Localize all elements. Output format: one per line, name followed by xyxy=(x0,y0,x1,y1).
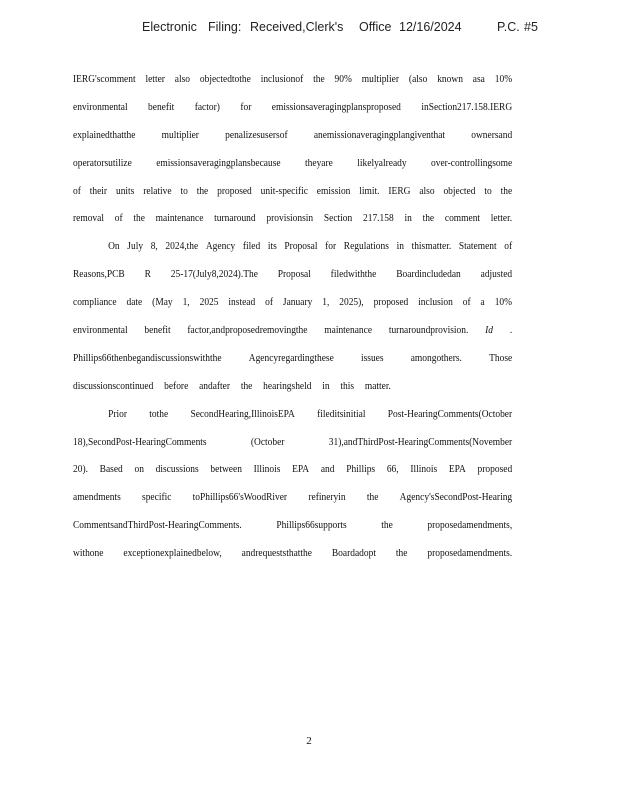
word: between xyxy=(210,464,242,476)
word: proposed xyxy=(373,297,409,309)
word: toPhillips66'sWoodRiver xyxy=(192,492,288,504)
word: 18),SecondPost-HearingComments xyxy=(73,436,207,448)
word: in xyxy=(404,213,412,225)
document-body xyxy=(73,73,512,575)
word: relative xyxy=(143,185,172,197)
word: inSection217.158.IERG xyxy=(421,101,513,113)
word: exceptionexplainedbelow, xyxy=(123,548,222,560)
text-line xyxy=(73,436,512,464)
header-received: Received,Clerk's xyxy=(250,20,344,34)
text-line xyxy=(73,268,512,296)
word: in xyxy=(322,380,330,392)
text-line xyxy=(73,101,512,129)
filing-header xyxy=(0,20,618,38)
word: EPA xyxy=(448,464,466,476)
word: the xyxy=(240,380,253,392)
word: refineryin xyxy=(308,492,346,504)
word: provisionsin xyxy=(266,213,314,225)
word: benefit xyxy=(144,325,171,337)
word: asa xyxy=(472,74,485,85)
word: 2024,the xyxy=(165,241,199,253)
word: Post-HearingComments(October xyxy=(387,408,513,420)
text-line xyxy=(73,380,512,408)
word: discussionscontinued xyxy=(73,380,154,392)
word: theyare xyxy=(305,157,333,169)
word: tothe xyxy=(149,408,169,420)
word: multiplier xyxy=(361,74,400,85)
word: of xyxy=(504,241,513,253)
word: 2025), xyxy=(339,297,364,309)
word: penalizesusersof xyxy=(225,129,288,141)
word: inclusionof xyxy=(260,74,304,85)
word: 20). xyxy=(73,464,88,476)
word: . xyxy=(509,325,513,337)
word: of xyxy=(265,297,273,309)
word: 10% xyxy=(494,74,513,85)
header-electronic: Electronic xyxy=(142,20,197,34)
word: letter. xyxy=(490,213,513,225)
word: (May xyxy=(152,297,173,309)
word: benefit xyxy=(148,101,175,113)
word: 25-17(July8,2024).The xyxy=(170,269,258,281)
word: IERG'scomment xyxy=(73,74,136,85)
word: Regulations xyxy=(343,241,389,253)
header-pc: P.C. xyxy=(497,20,520,34)
word: Proposal xyxy=(277,269,311,281)
word: their xyxy=(89,185,108,197)
text-line xyxy=(73,129,512,157)
word: 1, xyxy=(322,297,330,309)
word: the xyxy=(395,548,408,560)
text-line xyxy=(73,157,512,185)
word: IERG xyxy=(388,185,411,197)
word: of xyxy=(462,297,471,309)
word: adjusted xyxy=(480,269,513,281)
word: objectedtothe xyxy=(199,74,251,85)
word: of xyxy=(114,213,123,225)
word: emissionsaveragingplansproposed xyxy=(271,101,401,113)
word: maintenance xyxy=(324,325,373,337)
word: letter xyxy=(145,74,165,85)
word: Illinois xyxy=(253,464,281,476)
word: environmental xyxy=(73,101,128,113)
word: the xyxy=(366,492,379,504)
word: hearingsheld xyxy=(263,380,312,392)
word: in xyxy=(396,241,404,253)
word: the xyxy=(313,74,325,85)
word: turnaroundprovision. xyxy=(388,325,469,337)
word: EPA xyxy=(292,464,310,476)
word: turnaround xyxy=(214,213,256,225)
word: (also xyxy=(408,74,428,85)
word: likelyalready xyxy=(357,157,407,169)
word: proposed xyxy=(217,185,252,197)
word: 66, xyxy=(386,464,399,476)
text-line xyxy=(73,324,512,352)
header-office: Office xyxy=(359,20,392,34)
word: 2025 xyxy=(199,297,219,309)
word: explainedthatthe xyxy=(73,129,136,141)
word: the xyxy=(422,213,435,225)
word: for xyxy=(240,101,252,113)
word: the xyxy=(500,185,513,197)
word: this xyxy=(340,380,355,392)
word: SecondHearing,IllinoisEPA xyxy=(190,408,295,420)
word: CommentsandThirdPost-HearingComments. xyxy=(73,520,242,532)
word: matter. xyxy=(364,380,391,392)
word: the xyxy=(133,213,145,225)
word: filed xyxy=(242,241,261,253)
word: Prior xyxy=(108,408,127,420)
word: Boardincludedan xyxy=(396,269,461,281)
word: units xyxy=(115,185,135,197)
word: operatorsutilize xyxy=(73,157,132,169)
header-date: 12/16/2024 xyxy=(399,20,462,34)
word: andafter xyxy=(199,380,231,392)
word: the xyxy=(381,520,393,532)
word: Illinois xyxy=(410,464,438,476)
word: inclusion xyxy=(418,297,453,309)
word: Agency'sSecondPost-Hearing xyxy=(399,492,513,504)
word: Proposal xyxy=(284,241,318,253)
page-number: 2 xyxy=(306,735,312,747)
word: Agency xyxy=(205,241,236,253)
word: amongothers. xyxy=(410,352,462,364)
text-line xyxy=(73,73,512,101)
word: to xyxy=(484,185,492,197)
word: removal xyxy=(73,213,104,225)
text-line xyxy=(73,296,512,324)
text-line xyxy=(73,408,512,436)
word: ownersand xyxy=(471,129,513,141)
word: withone xyxy=(73,548,104,560)
word: for xyxy=(325,241,337,253)
word: date xyxy=(126,297,143,309)
word: on xyxy=(134,464,144,476)
word: a xyxy=(480,297,485,309)
word: January xyxy=(282,297,313,309)
word: Those xyxy=(489,352,513,364)
word: filedwiththe xyxy=(330,269,377,281)
word: known xyxy=(437,74,463,85)
word: (October xyxy=(250,436,285,448)
word: factor) xyxy=(194,101,220,113)
word: compliance xyxy=(73,297,117,309)
word: also xyxy=(419,185,435,197)
word: Reasons,PCB xyxy=(73,269,125,281)
text-line xyxy=(73,352,512,380)
word: Phillips66thenbegandiscussionswiththe xyxy=(73,352,222,364)
word: over-controllingsome xyxy=(431,157,513,169)
word: Statement xyxy=(458,241,497,253)
word: On xyxy=(108,241,120,253)
text-line xyxy=(73,212,512,240)
header-filing: Filing: xyxy=(208,20,242,34)
word: to xyxy=(180,185,188,197)
word: anemissionaveragingplangiventhat xyxy=(313,129,446,141)
word: R xyxy=(144,269,151,281)
word: the xyxy=(196,185,209,197)
word: Section xyxy=(323,213,353,225)
word: discussions xyxy=(155,464,199,476)
word: amendments xyxy=(73,492,121,504)
word: Phillips66supports xyxy=(276,520,347,532)
word: Based xyxy=(99,464,123,476)
word: issues xyxy=(360,352,384,364)
word: before xyxy=(164,380,189,392)
word: proposed xyxy=(477,464,513,476)
word: also xyxy=(174,74,191,85)
text-line xyxy=(73,240,512,268)
word: environmental xyxy=(73,325,128,337)
word: thismatter. xyxy=(411,241,452,253)
word: 217.158 xyxy=(362,213,394,225)
word: Agencyregardingthese xyxy=(248,352,334,364)
text-line xyxy=(73,519,512,547)
text-line xyxy=(73,185,512,213)
word: Phillips xyxy=(346,464,376,476)
word: 31),andThirdPost-HearingComments(November xyxy=(328,436,513,448)
word: fileditsinitial xyxy=(317,408,366,420)
word: 90% xyxy=(334,74,352,85)
word: emission xyxy=(316,185,351,197)
word: multiplier xyxy=(161,129,199,141)
word: unit-specific xyxy=(260,185,308,197)
header-number: #5 xyxy=(524,20,538,34)
word: andrequeststhatthe xyxy=(241,548,312,560)
word: Boardadopt xyxy=(331,548,376,560)
word: specific xyxy=(142,492,172,504)
text-line xyxy=(73,547,512,575)
word: objected xyxy=(443,185,476,197)
word: comment xyxy=(444,213,481,225)
word: 8, xyxy=(150,241,158,253)
text-line xyxy=(73,463,512,491)
word: July xyxy=(127,241,144,253)
word: Id xyxy=(485,325,494,337)
word: its xyxy=(267,241,277,253)
word: maintenance xyxy=(155,213,204,225)
word: proposedamendments. xyxy=(427,548,513,560)
word: limit. xyxy=(359,185,380,197)
word: of xyxy=(73,185,81,197)
word: factor,andproposedremovingthe xyxy=(187,325,308,337)
word: and xyxy=(320,464,335,476)
word: 10% xyxy=(494,297,513,309)
word: emissionsaveragingplansbecause xyxy=(156,157,281,169)
text-line xyxy=(73,491,512,519)
word: instead xyxy=(228,297,256,309)
word: proposedamendments, xyxy=(427,520,513,532)
word: 1, xyxy=(182,297,190,309)
